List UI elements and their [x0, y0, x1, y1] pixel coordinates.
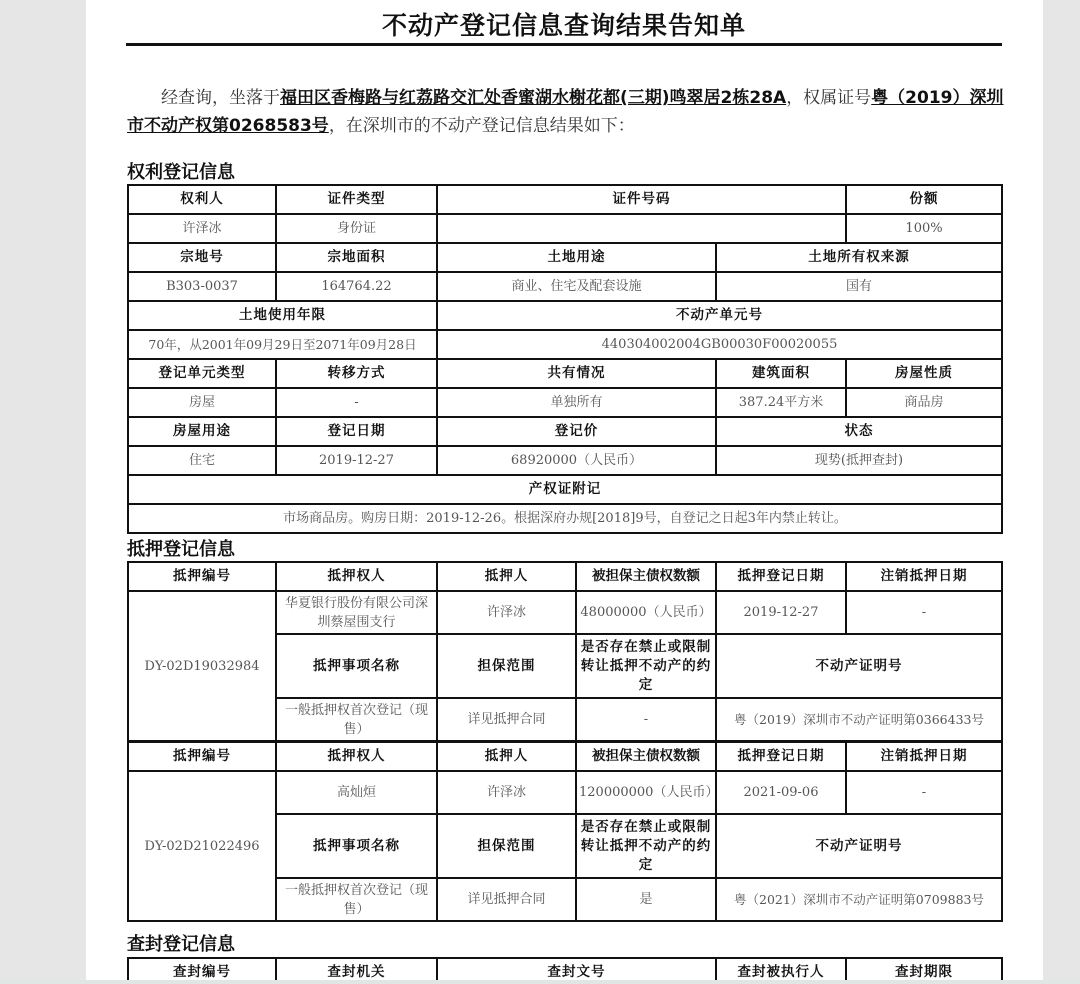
mortgage-reg-date: 2021-09-06 — [716, 771, 846, 814]
property-nature: 商品房 — [846, 388, 1002, 417]
header-mortgagee: 抵押权人 — [276, 742, 437, 771]
header-seizure-authority: 查封机关 — [276, 958, 437, 984]
header-mortgage-reg-date: 抵押登记日期 — [716, 562, 846, 591]
bottom-strip — [0, 980, 1080, 984]
header-cancel-date: 注销抵押日期 — [846, 562, 1002, 591]
header-item-name: 抵押事项名称 — [276, 814, 437, 878]
table-row — [128, 272, 1002, 301]
certificate-note: 市场商品房。购房日期：2019-12-26。根据深府办规[2018]9号，自登记之日起3年内禁止转让。 — [128, 504, 1002, 533]
mortgage-no: DY-02D21022496 — [128, 771, 276, 921]
header-note: 产权证附记 — [128, 475, 1002, 504]
table-row — [128, 504, 1002, 533]
header-unit-number: 不动产单元号 — [437, 301, 1002, 330]
mortgagee: 华夏银行股份有限公司深圳蔡屋围支行 — [276, 591, 437, 634]
usage: 住宅 — [128, 446, 276, 475]
mortgagor: 许泽冰 — [437, 771, 576, 814]
proof-number: 粤（2019）深圳市不动产证明第0366433号 — [716, 698, 1002, 741]
parcel-no: B303-0037 — [128, 272, 276, 301]
header-status: 状态 — [716, 417, 1002, 446]
share: 100% — [846, 214, 1002, 243]
table-row — [128, 475, 1002, 504]
header-mortgagor: 抵押人 — [437, 562, 576, 591]
certificate-number: 粤（2019）深圳市不动产权第0268583号 — [127, 88, 1004, 136]
header-id-number: 证件号码 — [437, 185, 846, 214]
header-land-source: 土地所有权来源 — [716, 243, 1002, 272]
header-floor-area: 建筑面积 — [716, 359, 846, 388]
proof-number: 粤（2021）深圳市不动产证明第0709883号 — [716, 878, 1002, 921]
header-amount: 被担保主债权数额 — [576, 742, 716, 771]
mortgage-reg-date: 2019-12-27 — [716, 591, 846, 634]
rights-section-title: 权利登记信息 — [127, 162, 235, 183]
land-source: 国有 — [716, 272, 1002, 301]
title-rule — [126, 43, 1002, 46]
cancel-date: - — [846, 591, 1002, 634]
table-row — [128, 243, 1002, 272]
mortgage-table — [127, 561, 1003, 742]
land-use: 商业、住宅及配套设施 — [437, 272, 716, 301]
header-reg-date: 登记日期 — [276, 417, 437, 446]
land-term: 70年，从2001年09月29日至2071年09月28日 — [128, 330, 437, 359]
table-row — [128, 388, 1002, 417]
guarantee-scope: 详见抵押合同 — [437, 698, 576, 741]
intro-middle: ，权属证号 — [786, 88, 872, 108]
header-restriction: 是否存在禁止或限制转让抵押不动产的约定 — [576, 634, 716, 698]
holder: 许泽冰 — [128, 214, 276, 243]
parcel-area: 164764.22 — [276, 272, 437, 301]
header-usage: 房屋用途 — [128, 417, 276, 446]
secured-amount: 48000000（人民币） — [576, 591, 716, 634]
document-title: 不动产登记信息查询结果告知单 — [381, 11, 746, 40]
guarantee-scope: 详见抵押合同 — [437, 878, 576, 921]
header-amount: 被担保主债权数额 — [576, 562, 716, 591]
header-unit-type: 登记单元类型 — [128, 359, 276, 388]
table-row — [128, 771, 1002, 814]
property-location: 福田区香梅路与红荔路交汇处香蜜湖水榭花都(三期)鸣翠居2栋28A — [280, 88, 787, 108]
intro-paragraph — [127, 84, 1007, 140]
header-nature: 房屋性质 — [846, 359, 1002, 388]
table-row — [128, 591, 1002, 634]
mortgage-no: DY-02D19032984 — [128, 591, 276, 741]
secured-amount: 120000000（人民币） — [576, 771, 716, 814]
header-proof-no: 不动产证明号 — [716, 634, 1002, 698]
co-ownership: 单独所有 — [437, 388, 716, 417]
header-co-ownership: 共有情况 — [437, 359, 716, 388]
header-land-use: 土地用途 — [437, 243, 716, 272]
intro-suffix: ，在深圳市的不动产登记信息结果如下： — [328, 116, 635, 136]
transfer-method: - — [276, 388, 437, 417]
header-mortgage-no: 抵押编号 — [128, 742, 276, 771]
table-row — [128, 359, 1002, 388]
mortgage-table-2 — [127, 741, 1003, 922]
header-parcel-no: 宗地号 — [128, 243, 276, 272]
unit-type: 房屋 — [128, 388, 276, 417]
unit-number: 440304002004GB00030F00020055 — [437, 330, 1002, 359]
table-row — [128, 214, 1002, 243]
cancel-date: - — [846, 771, 1002, 814]
header-mortgage-no: 抵押编号 — [128, 562, 276, 591]
header-land-term: 土地使用年限 — [128, 301, 437, 330]
header-id-type: 证件类型 — [276, 185, 437, 214]
header-scope: 担保范围 — [437, 634, 576, 698]
table-row — [128, 562, 1002, 591]
table-row — [128, 742, 1002, 771]
header-holder: 权利人 — [128, 185, 276, 214]
status: 现势(抵押查封) — [716, 446, 1002, 475]
registration-price: 68920000（人民币） — [437, 446, 716, 475]
mortgagor: 许泽冰 — [437, 591, 576, 634]
table-row — [128, 185, 1002, 214]
document-page — [86, 0, 1043, 984]
header-cancel-date: 注销抵押日期 — [846, 742, 1002, 771]
floor-area: 387.24平方米 — [716, 388, 846, 417]
header-parcel-area: 宗地面积 — [276, 243, 437, 272]
registration-date: 2019-12-27 — [276, 446, 437, 475]
header-transfer: 转移方式 — [276, 359, 437, 388]
header-seizure-no: 查封编号 — [128, 958, 276, 984]
id-type: 身份证 — [276, 214, 437, 243]
header-reg-price: 登记价 — [437, 417, 716, 446]
header-share: 份额 — [846, 185, 1002, 214]
rights-table — [127, 184, 1003, 534]
mortgagee: 高灿烜 — [276, 771, 437, 814]
restriction: - — [576, 698, 716, 741]
table-row — [128, 330, 1002, 359]
seizure-section-title: 查封登记信息 — [127, 934, 235, 955]
header-restriction: 是否存在禁止或限制转让抵押不动产的约定 — [576, 814, 716, 878]
header-scope: 担保范围 — [437, 814, 576, 878]
header-seizure-term: 查封期限 — [846, 958, 1002, 984]
item-name: 一般抵押权首次登记（现售） — [276, 878, 437, 921]
table-row — [128, 417, 1002, 446]
restriction: 是 — [576, 878, 716, 921]
header-item-name: 抵押事项名称 — [276, 634, 437, 698]
table-row — [128, 301, 1002, 330]
header-mortgagor: 抵押人 — [437, 742, 576, 771]
mortgage-section-title: 抵押登记信息 — [127, 539, 235, 560]
table-row — [128, 446, 1002, 475]
item-name: 一般抵押权首次登记（现售） — [276, 698, 437, 741]
header-proof-no: 不动产证明号 — [716, 814, 1002, 878]
header-mortgagee: 抵押权人 — [276, 562, 437, 591]
intro-prefix: 经查询，坐落于 — [161, 88, 280, 108]
header-seizure-doc-no: 查封文号 — [437, 958, 716, 984]
header-seizure-party: 查封被执行人 — [716, 958, 846, 984]
id-number — [437, 214, 846, 243]
header-mortgage-reg-date: 抵押登记日期 — [716, 742, 846, 771]
